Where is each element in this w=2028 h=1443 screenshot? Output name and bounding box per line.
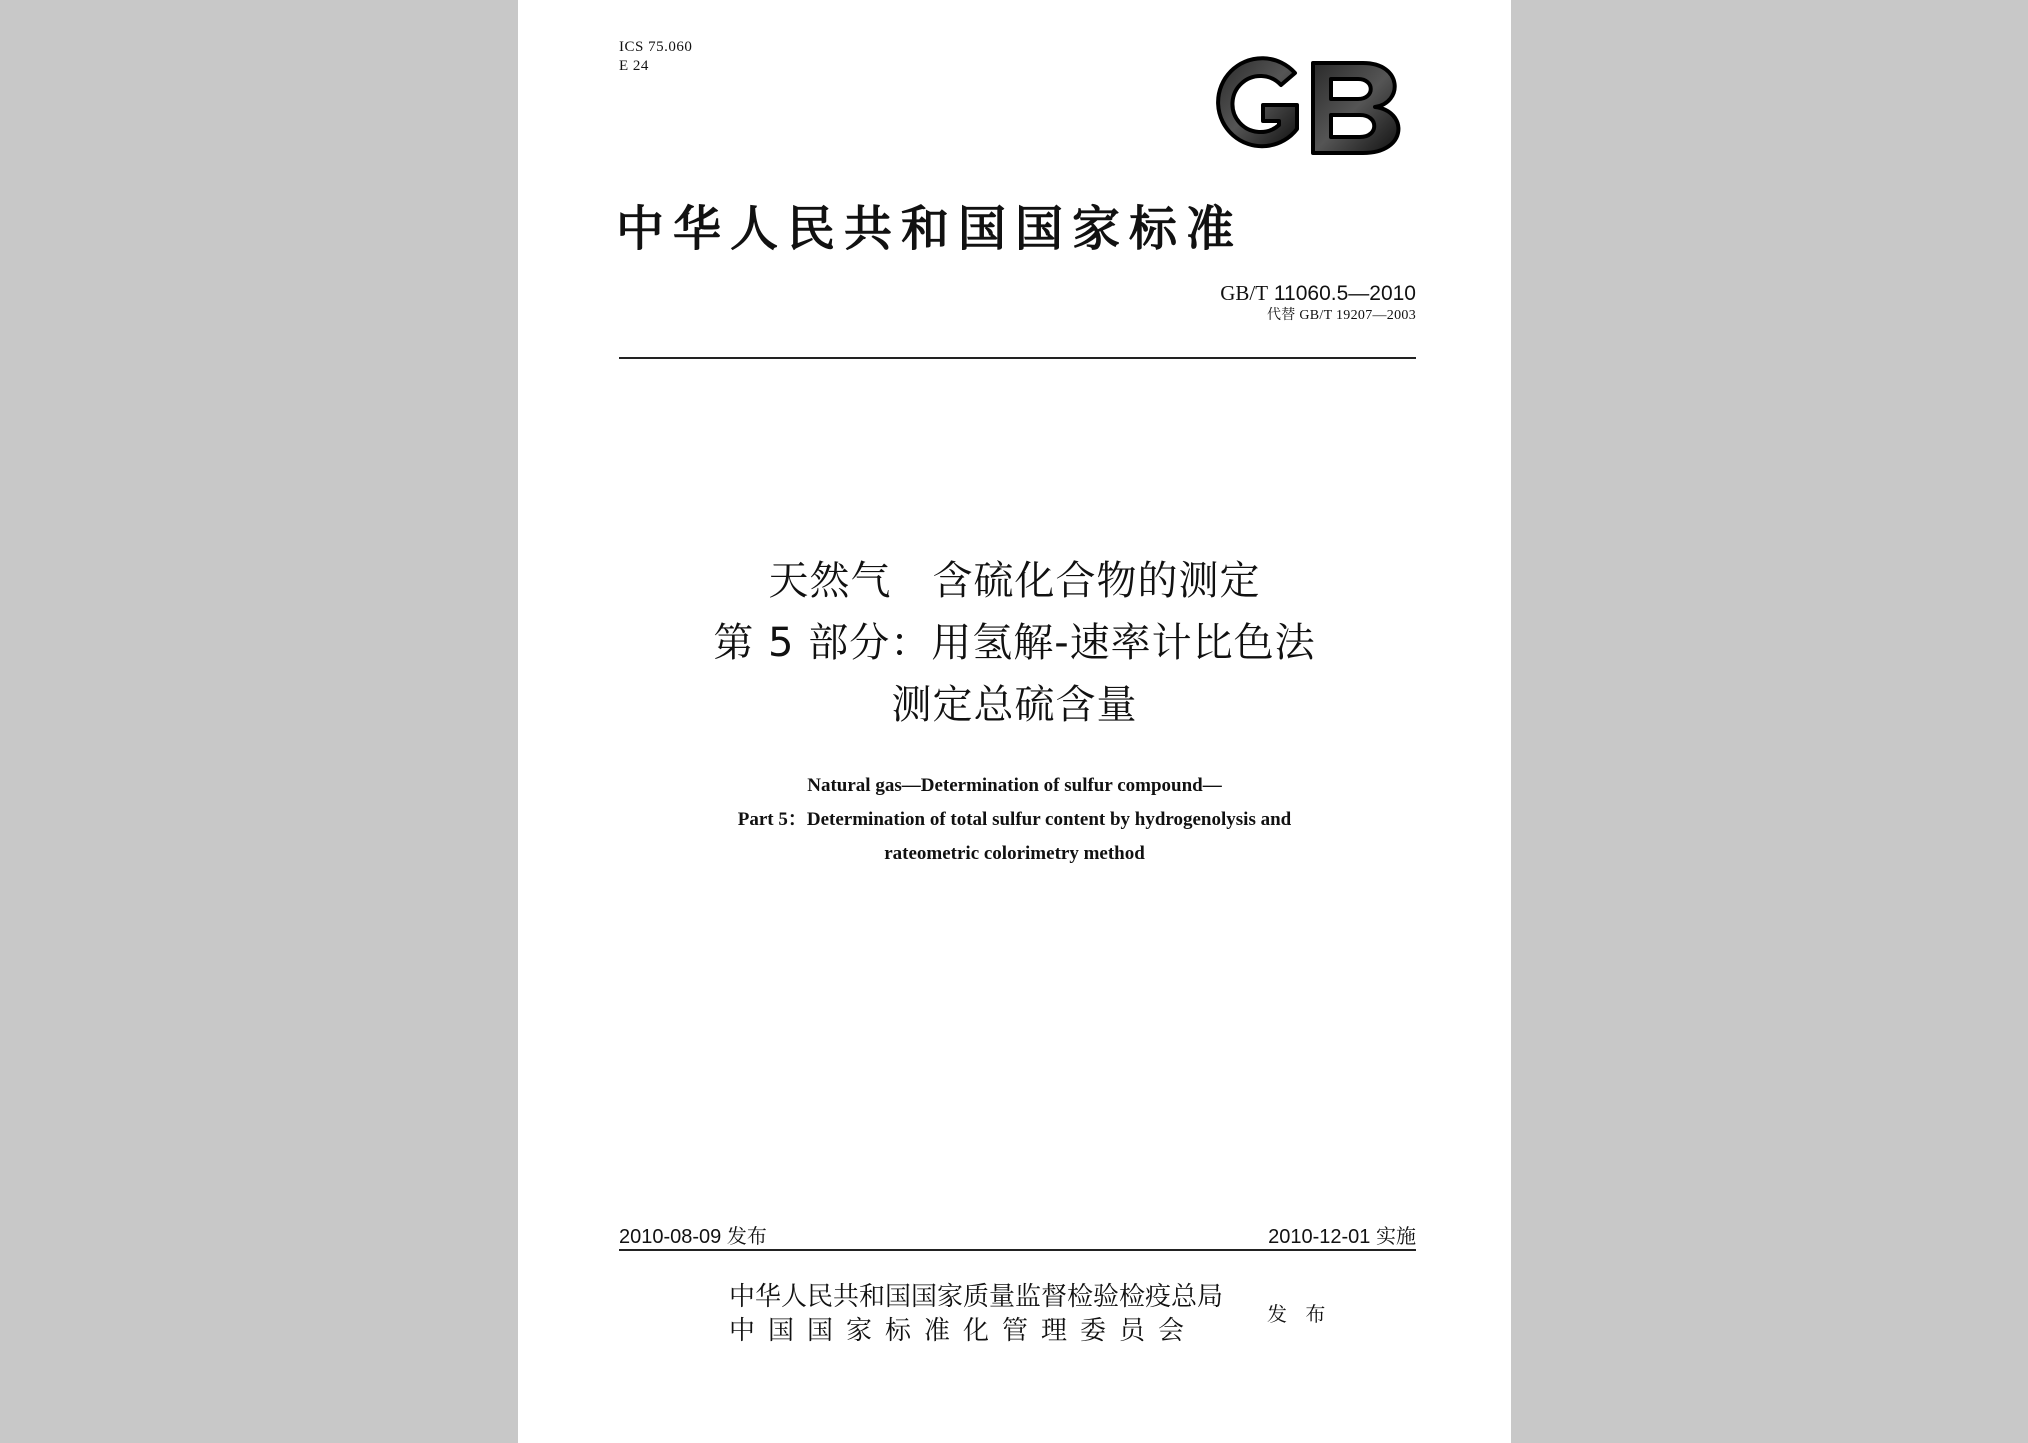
publish-label: 发 布 [1267, 1302, 1332, 1326]
header-divider [619, 357, 1416, 359]
gb-logo [1203, 55, 1410, 160]
english-title [518, 769, 1511, 871]
issue-date: 2010-08-09 发布 [619, 1226, 767, 1248]
chinese-title-line2: 第 5 部分：用氢解-速率计比色法 [713, 620, 1316, 666]
standard-number-value: 11060.5—2010 [1273, 282, 1416, 305]
chinese-title [518, 550, 1511, 736]
english-title-line2: Part 5：Determination of total sulfur content by hydrogenolysis and [737, 809, 1292, 830]
chinese-title-line1: 天然气 含硫化合物的测定 [768, 558, 1261, 604]
standard-code: GB/T [1220, 281, 1269, 305]
english-title-line3: rateometric colorimetry method [884, 843, 1145, 864]
english-title-line1: Natural gas—Determination of sulfur compound— [807, 775, 1222, 796]
replaces-standard: 代替 GB/T 19207—2003 [1266, 308, 1416, 323]
publisher-line2: 中国国家标准化管理委员会 [729, 1316, 1198, 1346]
ics-code: ICS 75.060 [619, 39, 693, 55]
national-standard-title: 中华人民共和国国家标准 [616, 201, 1244, 257]
publisher-block [729, 1280, 1223, 1348]
standard-number [1220, 281, 1416, 306]
chinese-title-line3: 测定总硫含量 [891, 682, 1138, 728]
ccs-code: E 24 [619, 58, 649, 74]
footer-divider [619, 1249, 1416, 1251]
document-page [518, 0, 1511, 1443]
implementation-date: 2010-12-01 实施 [1268, 1226, 1416, 1248]
classification-codes [619, 38, 692, 76]
publisher-line1: 中华人民共和国国家质量监督检验检疫总局 [729, 1282, 1224, 1312]
